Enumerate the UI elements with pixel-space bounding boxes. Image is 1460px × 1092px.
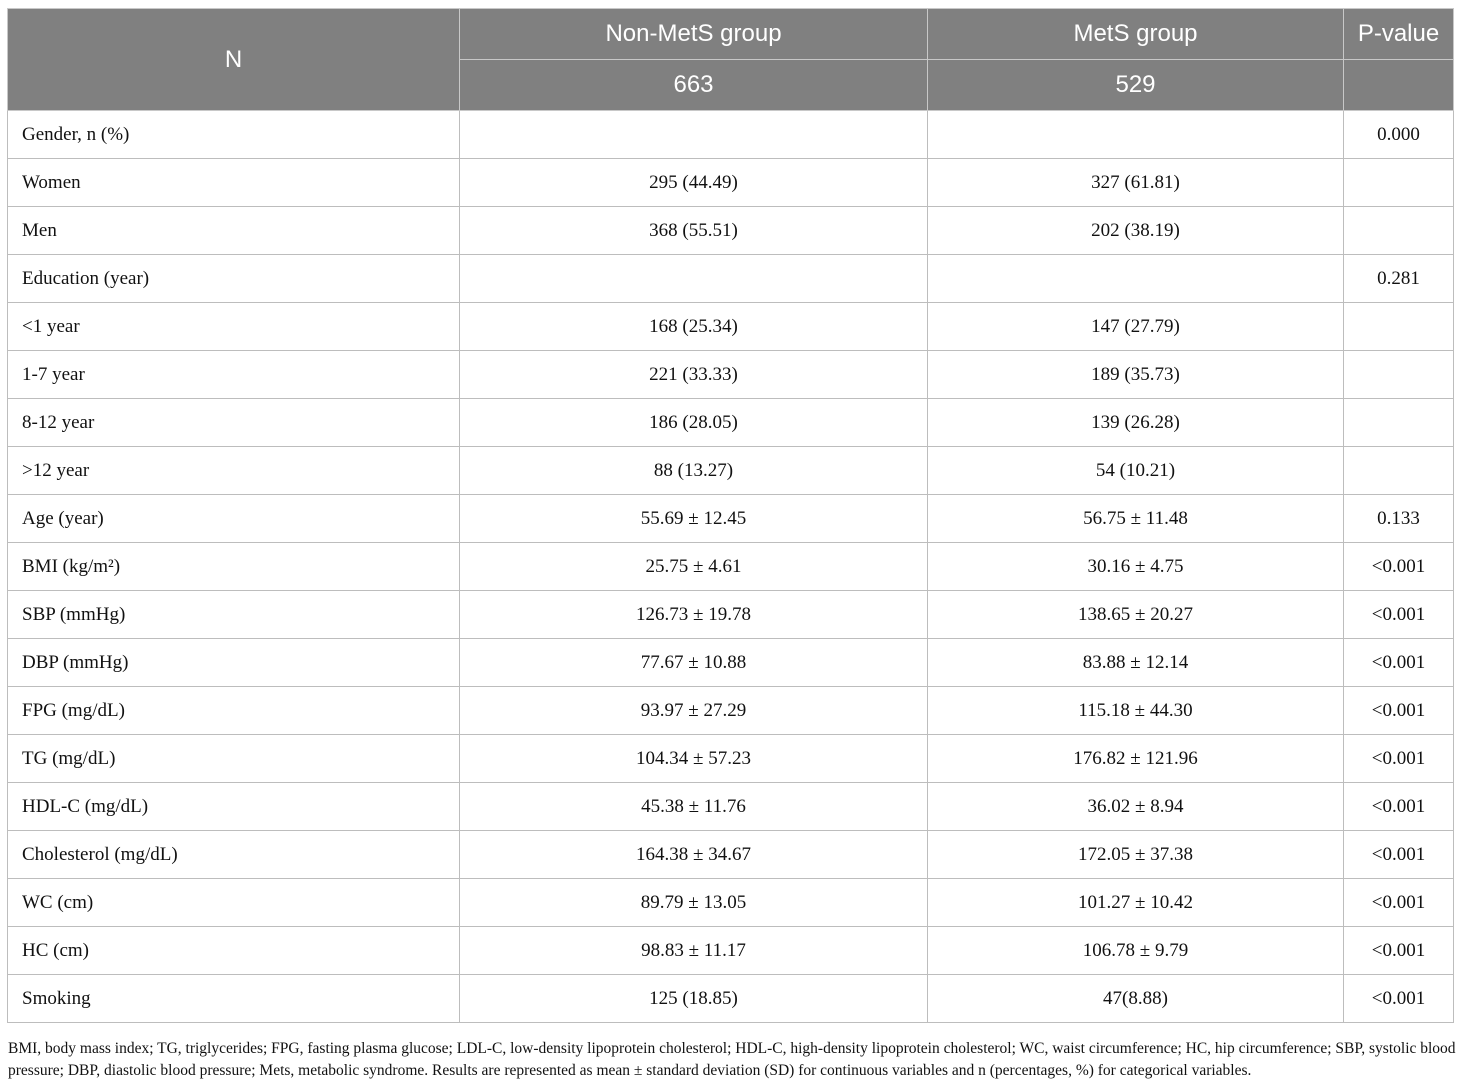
cell-non-mets: 45.38 ± 11.76 [460, 783, 928, 831]
row-label: TG (mg/dL) [8, 735, 460, 783]
table-row [8, 927, 1454, 975]
cell-p-value: <0.001 [1344, 591, 1454, 639]
cell-mets: 138.65 ± 20.27 [928, 591, 1344, 639]
cell-mets [928, 111, 1344, 159]
row-label: Gender, n (%) [8, 111, 460, 159]
cell-non-mets: 164.38 ± 34.67 [460, 831, 928, 879]
cell-non-mets: 89.79 ± 13.05 [460, 879, 928, 927]
table-container [7, 8, 1453, 1023]
cell-non-mets: 104.34 ± 57.23 [460, 735, 928, 783]
baseline-characteristics-table [7, 8, 1454, 1023]
cell-mets: 54 (10.21) [928, 447, 1344, 495]
header-n: N [8, 9, 460, 111]
row-label: 8-12 year [8, 399, 460, 447]
row-label: HDL-C (mg/dL) [8, 783, 460, 831]
table-row [8, 783, 1454, 831]
cell-p-value: <0.001 [1344, 783, 1454, 831]
table-row [8, 351, 1454, 399]
row-label: 1-7 year [8, 351, 460, 399]
cell-mets [928, 255, 1344, 303]
cell-non-mets: 186 (28.05) [460, 399, 928, 447]
cell-p-value: <0.001 [1344, 927, 1454, 975]
table-row [8, 543, 1454, 591]
cell-non-mets: 126.73 ± 19.78 [460, 591, 928, 639]
cell-mets: 106.78 ± 9.79 [928, 927, 1344, 975]
table-row [8, 591, 1454, 639]
row-label: Smoking [8, 975, 460, 1023]
cell-non-mets: 221 (33.33) [460, 351, 928, 399]
cell-non-mets: 25.75 ± 4.61 [460, 543, 928, 591]
cell-p-value: <0.001 [1344, 879, 1454, 927]
row-label: Cholesterol (mg/dL) [8, 831, 460, 879]
row-label: FPG (mg/dL) [8, 687, 460, 735]
header-row-groups [8, 9, 1454, 60]
table-row [8, 735, 1454, 783]
cell-non-mets: 88 (13.27) [460, 447, 928, 495]
table-row [8, 255, 1454, 303]
row-label: DBP (mmHg) [8, 639, 460, 687]
row-label: WC (cm) [8, 879, 460, 927]
table-body [8, 111, 1454, 1023]
cell-mets: 327 (61.81) [928, 159, 1344, 207]
cell-mets: 56.75 ± 11.48 [928, 495, 1344, 543]
row-label: BMI (kg/m²) [8, 543, 460, 591]
table-row [8, 159, 1454, 207]
cell-mets: 176.82 ± 121.96 [928, 735, 1344, 783]
row-label: <1 year [8, 303, 460, 351]
table-footnote: BMI, body mass index; TG, triglycerides; FPG, fasting plasma glucose; LDL-C, low-density lipoprotein cholesterol; HDL-C, high-density lipoprotein cholesterol; WC, waist circumference; HC, hip circumference; SBP, systolic blood pressure; DBP, diastolic blood pressure; Mets, metabolic syndrome. Results are represented as mean ± standard deviation (SD) for continuous variables and n (percentages, %) for categorical variables. [8, 1040, 1456, 1079]
cell-non-mets: 98.83 ± 11.17 [460, 927, 928, 975]
cell-p-value: 0.000 [1344, 111, 1454, 159]
table-row [8, 975, 1454, 1023]
cell-p-value: <0.001 [1344, 543, 1454, 591]
cell-non-mets [460, 255, 928, 303]
row-label: HC (cm) [8, 927, 460, 975]
cell-p-value [1344, 303, 1454, 351]
cell-mets: 139 (26.28) [928, 399, 1344, 447]
header-p-value: P-value [1344, 9, 1454, 60]
row-label: >12 year [8, 447, 460, 495]
header-non-mets-group: Non-MetS group [460, 9, 928, 60]
header-non-mets-count: 663 [460, 60, 928, 111]
cell-non-mets: 295 (44.49) [460, 159, 928, 207]
cell-mets: 202 (38.19) [928, 207, 1344, 255]
cell-p-value: <0.001 [1344, 831, 1454, 879]
table-row [8, 447, 1454, 495]
cell-non-mets: 368 (55.51) [460, 207, 928, 255]
cell-p-value: <0.001 [1344, 735, 1454, 783]
cell-mets: 30.16 ± 4.75 [928, 543, 1344, 591]
row-label: Education (year) [8, 255, 460, 303]
header-p-value-blank [1344, 60, 1454, 111]
cell-mets: 172.05 ± 37.38 [928, 831, 1344, 879]
cell-mets: 115.18 ± 44.30 [928, 687, 1344, 735]
table-row [8, 207, 1454, 255]
table-row [8, 639, 1454, 687]
cell-p-value [1344, 159, 1454, 207]
header-mets-group: MetS group [928, 9, 1344, 60]
cell-p-value [1344, 399, 1454, 447]
cell-mets: 83.88 ± 12.14 [928, 639, 1344, 687]
cell-p-value: <0.001 [1344, 687, 1454, 735]
cell-mets: 101.27 ± 10.42 [928, 879, 1344, 927]
cell-mets: 36.02 ± 8.94 [928, 783, 1344, 831]
cell-p-value: <0.001 [1344, 639, 1454, 687]
table-row [8, 831, 1454, 879]
cell-non-mets: 125 (18.85) [460, 975, 928, 1023]
table-row [8, 303, 1454, 351]
table-header [8, 9, 1454, 111]
cell-p-value [1344, 447, 1454, 495]
table-row [8, 687, 1454, 735]
cell-mets: 147 (27.79) [928, 303, 1344, 351]
cell-non-mets [460, 111, 928, 159]
row-label: Women [8, 159, 460, 207]
table-row [8, 111, 1454, 159]
table-row [8, 879, 1454, 927]
table-row [8, 495, 1454, 543]
cell-non-mets: 55.69 ± 12.45 [460, 495, 928, 543]
header-mets-count: 529 [928, 60, 1344, 111]
cell-non-mets: 77.67 ± 10.88 [460, 639, 928, 687]
cell-non-mets: 93.97 ± 27.29 [460, 687, 928, 735]
cell-p-value: 0.281 [1344, 255, 1454, 303]
row-label: Age (year) [8, 495, 460, 543]
cell-p-value: 0.133 [1344, 495, 1454, 543]
cell-p-value: <0.001 [1344, 975, 1454, 1023]
cell-mets: 189 (35.73) [928, 351, 1344, 399]
cell-mets: 47(8.88) [928, 975, 1344, 1023]
table-row [8, 399, 1454, 447]
cell-non-mets: 168 (25.34) [460, 303, 928, 351]
row-label: Men [8, 207, 460, 255]
cell-p-value [1344, 207, 1454, 255]
row-label: SBP (mmHg) [8, 591, 460, 639]
cell-p-value [1344, 351, 1454, 399]
